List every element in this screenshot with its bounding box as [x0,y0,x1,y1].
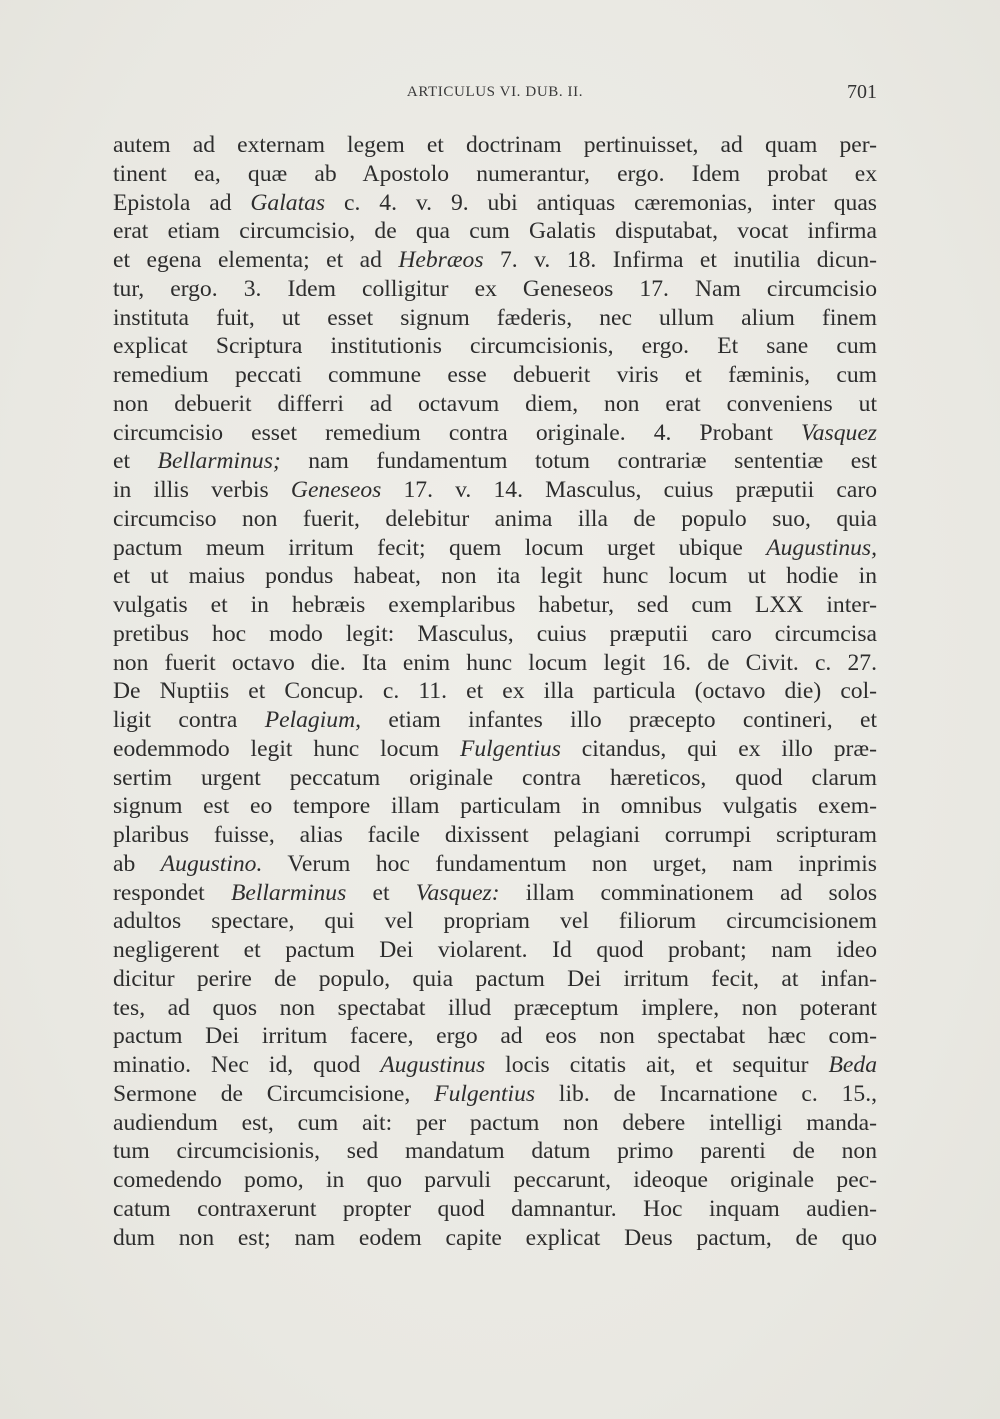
italic-reference: Augustinus [380,1052,486,1078]
text-segment: 17. v. 14. Masculus, cuius præputii caro [381,477,877,503]
italic-reference: Pelagium, [264,707,362,733]
text-segment: et [113,448,158,475]
text-line [113,649,877,678]
text-segment: instituta fuit, ut esset signum fæderis, nec ullum alium finem [113,304,877,331]
text-line [113,447,877,476]
text-segment: pactum Dei irritum facere, ergo ad eos non spectabat hæc com- [113,1023,877,1050]
text-line [113,217,877,246]
italic-reference: Bellarminus [230,879,347,906]
page-number: 701 [847,81,877,103]
text-segment: tinent ea, quæ ab Apostolo numerantur, ergo. Idem probat ex [113,160,877,187]
text-segment: lib. de Incarnatione c. 15., [535,1080,877,1107]
body-text [113,131,877,1252]
text-line [113,821,877,850]
text-segment: audiendum est, cum ait: per pactum non debere intelligi manda- [113,1109,877,1136]
text-line [113,907,877,936]
running-title: ARTICULUS VI. DUB. II. [406,84,584,100]
text-segment: autem ad externam legem et doctrinam pertinuisset, ad quam per- [113,132,877,158]
text-segment: nam fundamentum totum contrariæ sententiæ est [280,448,877,475]
italic-reference: Vasquez: [415,879,500,906]
text-segment: catum contraxerunt propter quod damnantur. Hoc inquam audien- [113,1195,877,1222]
text-line [113,505,877,534]
text-segment: tum circumcisionis, sed mandatum datum primo parenti de non [113,1138,877,1165]
text-line [113,1137,877,1166]
text-segment: et ut maius pondus habeat, non ita legit hunc locum ut hodie in [113,563,877,590]
text-segment: Sermone de Circumcisione, [113,1080,435,1107]
text-segment: De Nuptiis et Concup. c. 11. et ex illa particula (octavo die) col- [113,678,877,705]
text-segment: comedendo pomo, in quo parvuli peccarunt, ideoque originale pec- [113,1167,877,1193]
text-segment: pretibus hoc modo legit: Masculus, cuius præputii caro circumcisa [113,620,877,647]
text-segment: non fuerit octavo die. Ita enim hunc locum legit 16. de Civit. c. 27. [113,649,877,676]
italic-reference: Beda [828,1052,877,1078]
italic-reference: Hebræos [398,247,484,273]
text-segment: pactum meum irritum fecit; quem locum urget ubique [113,534,767,561]
text-line [113,994,877,1023]
text-segment: respondet [113,879,231,906]
text-segment: c. 4. v. 9. ubi antiquas cæremonias, inter quas [325,189,877,216]
italic-reference: Bellarminus; [157,448,281,475]
text-line [113,677,877,706]
text-line [113,562,877,591]
text-segment: plaribus fuisse, alias facile dixissent pelagiani corrumpi scripturam [113,822,877,848]
text-segment: etiam infantes illo præcepto contineri, et [361,707,877,733]
text-line [113,419,877,448]
text-segment: sertim urgent peccatum originale contra hæreticos, quod clarum [113,764,877,791]
text-segment: remedium peccati commune esse debuerit viris et fæminis, cum [113,362,877,388]
text-segment: citandus, qui ex illo præ- [560,735,877,762]
text-line [113,275,877,304]
text-line [113,476,877,505]
text-line [113,850,877,879]
text-line [113,390,877,419]
text-line [113,1051,877,1080]
text-segment: illam comminationem ad solos [499,879,878,906]
text-line [113,965,877,994]
text-segment: ab [113,850,161,877]
text-line [113,131,877,160]
text-segment: et egena elementa; et ad [113,247,399,273]
italic-reference: Fulgentius [434,1080,536,1107]
text-segment: ligit contra [113,707,265,733]
text-segment: minatio. Nec id, quod [113,1052,381,1078]
text-segment: locis citatis ait, et sequitur [485,1052,829,1078]
text-segment: et [346,879,416,906]
italic-reference: Augustinus, [766,534,877,561]
text-segment: eodemmodo legit hunc locum [113,735,460,762]
italic-reference: Fulgentius [459,735,561,762]
text-line [113,792,877,821]
text-line [113,879,877,908]
text-segment: vulgatis et in hebræis exemplaribus habetur, sed cum LXX inter- [113,592,877,618]
text-line [113,1166,877,1195]
text-line [113,706,877,735]
text-line [113,246,877,275]
text-segment: negligerent et pactum Dei violarent. Id quod probant; nam ideo [113,937,877,963]
text-line [113,1109,877,1138]
text-line [113,1022,877,1051]
italic-reference: Augustino. [160,850,263,877]
text-line [113,534,877,563]
text-line [113,936,877,965]
text-line [113,591,877,620]
text-segment: dicitur perire de populo, quia pactum Dei irritum fecit, at infan- [113,965,877,992]
text-line [113,620,877,649]
text-line [113,1224,877,1253]
running-head [113,81,877,114]
italic-reference: Vasquez [800,419,877,446]
text-segment: Epistola ad [113,189,251,216]
text-line [113,189,877,218]
text-line [113,361,877,390]
text-segment: tes, ad quos non spectabat illud præceptum implere, non poterant [113,994,877,1021]
text-segment: signum est eo tempore illam particulam in omnibus vulgatis exem- [113,793,877,820]
text-segment: adultos spectare, qui vel propriam vel filiorum circumcisionem [113,908,877,935]
text-line [113,332,877,361]
text-segment: erat etiam circumcisio, de qua cum Galatis disputabat, vocat infirma [113,218,877,245]
text-segment: Verum hoc fundamentum non urget, nam inprimis [262,850,877,877]
text-line [113,764,877,793]
italic-reference: Geneseos [290,477,382,503]
text-segment: in illis verbis [113,477,291,503]
text-line [113,1195,877,1224]
text-segment: tur, ergo. 3. Idem colligitur ex Geneseos 17. Nam circumcisio [113,275,877,302]
text-line [113,1080,877,1109]
text-line [113,304,877,333]
text-line [113,160,877,189]
italic-reference: Galatas [250,189,326,216]
text-segment: circumciso non fuerit, delebitur anima illa de populo suo, quia [113,505,877,532]
text-segment: circumcisio esset remedium contra originale. 4. Probant [113,419,801,446]
text-segment: dum non est; nam eodem capite explicat Deus pactum, de quo [113,1224,877,1251]
text-segment: explicat Scriptura institutionis circumcisionis, ergo. Et sane cum [113,333,877,360]
text-segment: non debuerit differri ad octavum diem, non erat conveniens ut [113,390,877,417]
text-segment: 7. v. 18. Infirma et inutilia dicun- [483,247,877,273]
text-line [113,735,877,764]
